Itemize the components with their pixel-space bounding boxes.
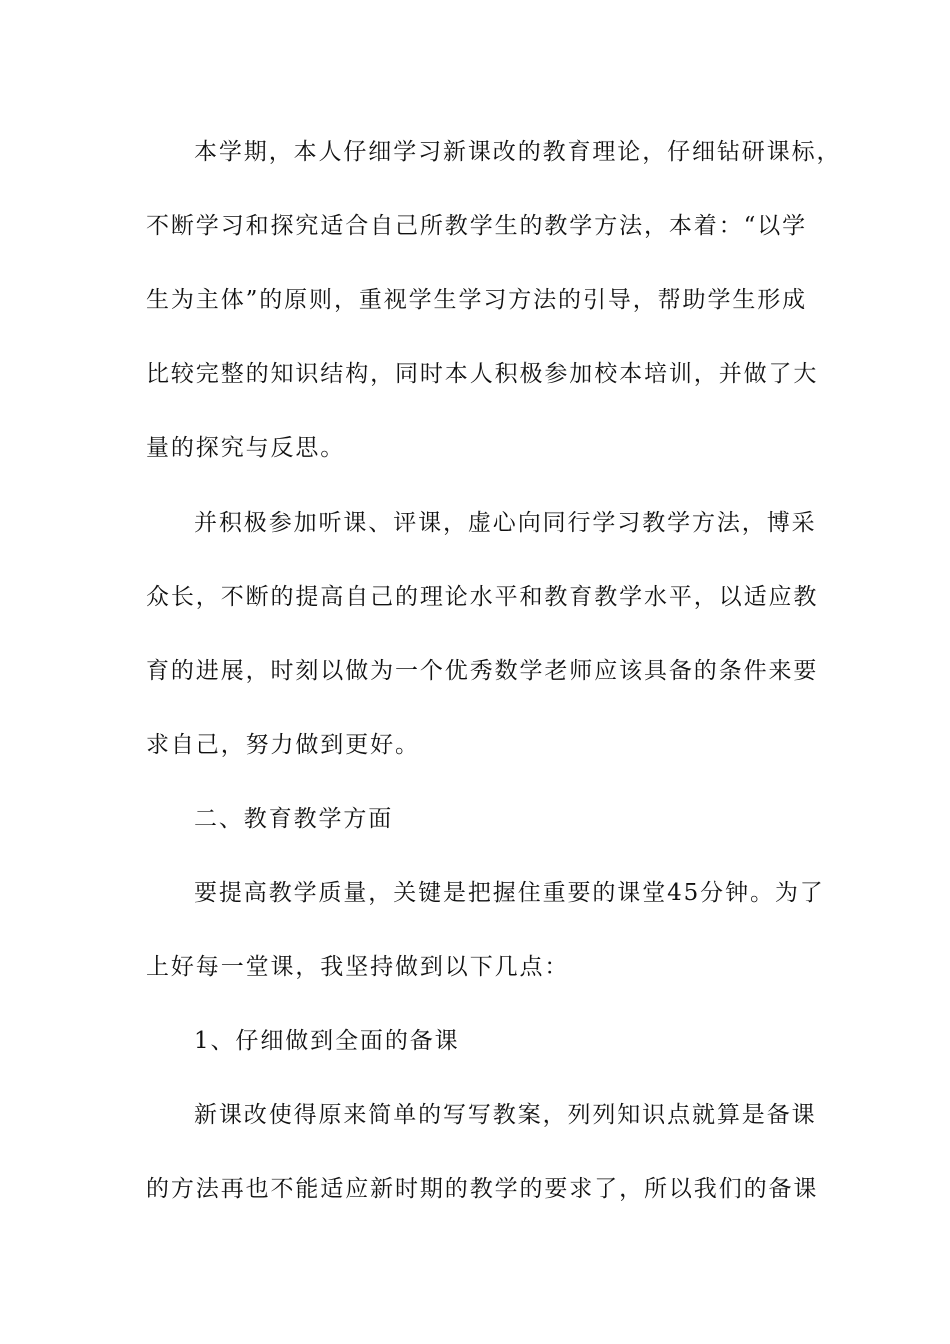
paragraph-2-line-3: 育的进展，时刻以做为一个优秀数学老师应该具备的条件来要 xyxy=(146,658,819,684)
paragraph-1-line-3: 生为主体”的原则，重视学生学习方法的引导，帮助学生形成 xyxy=(146,287,808,313)
paragraph-1-line-4: 比较完整的知识结构，同时本人积极参加校本培训，并做了大 xyxy=(146,361,819,387)
paragraph-1-line-2: 不断学习和探究适合自己所教学生的教学方法，本着：“以学 xyxy=(146,213,808,239)
paragraph-2-line-1: 并积极参加听课、评课，虚心向同行学习教学方法，博采 xyxy=(194,510,817,536)
paragraph-2-line-2: 众长，不断的提高自己的理论水平和教育教学水平，以适应教 xyxy=(146,584,819,610)
section-heading: 二、教育教学方面 xyxy=(194,806,394,832)
paragraph-4-line-2: 的方法再也不能适应新时期的教学的要求了，所以我们的备课 xyxy=(146,1176,819,1202)
paragraph-3-line-1: 要提高教学质量，关键是把握住重要的课堂45分钟。为了 xyxy=(194,880,825,906)
paragraph-4-line-1: 新课改使得原来简单的写写教案，列列知识点就算是备课 xyxy=(194,1102,817,1128)
paragraph-2-line-4: 求自己，努力做到更好。 xyxy=(146,732,420,758)
paragraph-3-line-2: 上好每一堂课，我坚持做到以下几点： xyxy=(146,954,570,980)
paragraph-1-line-1: 本学期，本人仔细学习新课改的教育理论，仔细钻研课标， xyxy=(194,139,842,165)
subsection-heading: 1、仔细做到全面的备课 xyxy=(194,1028,460,1054)
paragraph-1-line-5: 量的探究与反思。 xyxy=(146,435,346,461)
